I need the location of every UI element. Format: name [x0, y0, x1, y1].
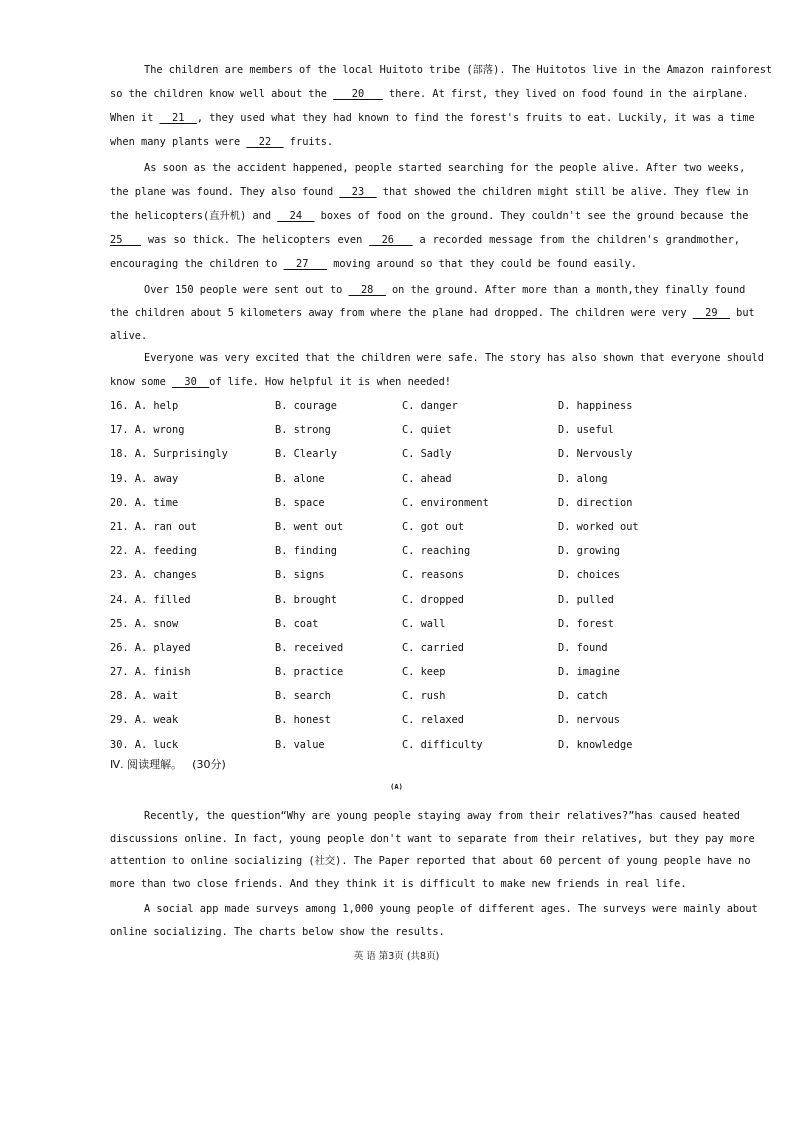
option-b[interactable]: B. signs [275, 569, 325, 582]
text-line: The children are members of the local Huitoto tribe (部落). The Huitotos live in the Amazon rainforest [144, 64, 773, 76]
passage-paragraph-4 [110, 346, 764, 394]
text-line: the helicopters(直升机) and __24__ boxes of food on the ground. They couldn't see the ground because the [110, 210, 749, 222]
option-d[interactable]: D. knowledge [558, 738, 633, 751]
subsection-label: (A) [390, 783, 403, 791]
question-19-options [110, 467, 740, 491]
option-d[interactable]: D. nervous [558, 714, 620, 727]
text-line: attention to online socializing (社交). The Paper reported that about 60 percent of young people have no [110, 855, 751, 867]
option-a[interactable]: 16. A. help [110, 400, 179, 412]
question-23-options [110, 563, 740, 587]
page-footer: 英 语 第3页 (共8页) [353, 951, 440, 962]
option-c[interactable]: C. rush [402, 690, 446, 703]
option-a[interactable]: 26. A. played [110, 641, 191, 654]
text-line: more than two close friends. And they think it is difficult to make new friends in real life. [110, 877, 687, 890]
option-c[interactable]: C. quiet [402, 424, 452, 437]
text-line: Recently, the question“Why are young people staying away from their relatives?”has caused heated [144, 810, 740, 822]
option-b[interactable]: B. finding [275, 545, 337, 558]
reading-paragraph-1 [110, 805, 755, 895]
question-28-options [110, 684, 740, 708]
option-c[interactable]: C. dropped [402, 593, 464, 606]
option-d[interactable]: D. found [558, 641, 608, 654]
option-d[interactable]: D. happiness [558, 400, 633, 412]
option-b[interactable]: B. practice [275, 666, 344, 679]
option-c[interactable]: C. got out [402, 520, 464, 533]
question-16-options [110, 394, 740, 418]
option-b[interactable]: B. went out [275, 520, 344, 533]
option-b[interactable]: B. space [275, 496, 325, 509]
option-a[interactable]: 24. A. filled [110, 593, 191, 606]
blank-25[interactable]: 25___ [110, 234, 141, 246]
option-c[interactable]: C. difficulty [402, 738, 483, 751]
blank-21[interactable]: __21__ [159, 112, 197, 124]
option-d[interactable]: D. worked out [558, 520, 639, 533]
question-24-options [110, 588, 740, 612]
text-line: 25___ was so thick. The helicopters even __26___ a recorded message from the children's grandmother, [110, 234, 740, 246]
option-a[interactable]: 23. A. changes [110, 569, 197, 582]
option-d[interactable]: D. imagine [558, 666, 620, 679]
option-c[interactable]: C. ahead [402, 472, 452, 485]
option-b[interactable]: B. honest [275, 714, 331, 727]
option-c[interactable]: C. danger [402, 400, 458, 412]
text-line: the plane was found. They also found __23__ that showed the children might still be alive. They flew in [110, 186, 749, 198]
option-d[interactable]: D. along [558, 472, 608, 485]
option-d[interactable]: D. useful [558, 424, 614, 437]
option-a[interactable]: 17. A. wrong [110, 424, 185, 437]
question-27-options [110, 660, 740, 684]
option-b[interactable]: B. value [275, 738, 325, 751]
question-20-options [110, 491, 740, 515]
option-a[interactable]: 29. A. weak [110, 714, 179, 727]
answer-options [110, 394, 740, 757]
option-b[interactable]: B. coat [275, 617, 319, 630]
option-c[interactable]: C. Sadly [402, 448, 452, 461]
blank-27[interactable]: __27___ [283, 258, 327, 270]
text-line: alive. [110, 330, 148, 342]
option-a[interactable]: 18. A. Surprisingly [110, 448, 228, 461]
option-a[interactable]: 22. A. feeding [110, 545, 197, 558]
text-line: Over 150 people were sent out to __28__ on the ground. After more than a month,they finally found [144, 284, 746, 296]
question-26-options [110, 636, 740, 660]
text-line: A social app made surveys among 1,000 young people of different ages. The surveys were mainly about [144, 903, 758, 915]
option-d[interactable]: D. direction [558, 496, 633, 509]
option-d[interactable]: D. Nervously [558, 448, 633, 461]
option-a[interactable]: 27. A. finish [110, 666, 191, 679]
option-a[interactable]: 25. A. snow [110, 617, 179, 630]
question-29-options [110, 708, 740, 732]
text-line: know some __30__of life. How helpful it is when needed! [110, 376, 451, 388]
section-heading [110, 756, 226, 772]
option-c[interactable]: C. relaxed [402, 714, 464, 727]
question-25-options [110, 612, 740, 636]
blank-30[interactable]: __30__ [172, 376, 210, 388]
option-c[interactable]: C. keep [402, 666, 446, 679]
option-d[interactable]: D. growing [558, 545, 620, 558]
option-b[interactable]: B. received [275, 641, 344, 654]
passage-paragraph-1 [110, 58, 773, 154]
option-b[interactable]: B. alone [275, 472, 325, 485]
option-a[interactable]: 28. A. wait [110, 690, 179, 703]
blank-24[interactable]: __24__ [277, 210, 315, 222]
question-30-options [110, 733, 740, 757]
option-b[interactable]: B. brought [275, 593, 337, 606]
question-18-options [110, 442, 740, 466]
blank-26[interactable]: __26___ [369, 234, 413, 246]
text-line: encouraging the children to __27___ moving around so that they could be found easily. [110, 258, 637, 270]
option-a[interactable]: 20. A. time [110, 496, 179, 509]
question-17-options [110, 418, 740, 442]
passage-paragraph-3 [110, 278, 755, 348]
option-d[interactable]: D. forest [558, 617, 614, 630]
blank-22[interactable]: __22__ [246, 136, 284, 148]
option-a[interactable]: 19. A. away [110, 472, 179, 485]
option-b[interactable]: B. search [275, 690, 331, 703]
option-b[interactable]: B. courage [275, 400, 337, 412]
text-line: online socializing. The charts below show the results. [110, 926, 445, 938]
blank-20[interactable]: ___20___ [333, 88, 383, 100]
section-title: Ⅳ. 阅读理解。 [110, 758, 183, 771]
passage-paragraph-2 [110, 156, 749, 276]
blank-29[interactable]: __29__ [692, 307, 730, 319]
option-c[interactable]: C. environment [402, 496, 489, 509]
text-line: so the children know well about the ___20___ there. At first, they lived on food found in the airplane. [110, 88, 749, 100]
section-points: (30分) [192, 758, 226, 771]
option-a[interactable]: 30. A. luck [110, 738, 179, 751]
question-21-options [110, 515, 740, 539]
text-line: When it __21__, they used what they had known to find the forest's fruits to eat. Luckily, it was a time [110, 112, 755, 124]
option-c[interactable]: C. reasons [402, 569, 464, 582]
blank-23[interactable]: __23__ [339, 186, 377, 198]
option-a[interactable]: 21. A. ran out [110, 520, 197, 533]
option-c[interactable]: C. wall [402, 617, 446, 630]
option-c[interactable]: C. reaching [402, 545, 471, 558]
question-22-options [110, 539, 740, 563]
option-c[interactable]: C. carried [402, 641, 464, 654]
blank-28[interactable]: __28__ [348, 284, 386, 296]
text-line: when many plants were __22__ fruits. [110, 136, 334, 148]
option-d[interactable]: D. choices [558, 569, 620, 582]
text-line: As soon as the accident happened, people started searching for the people alive. After two weeks, [144, 162, 746, 174]
option-b[interactable]: B. Clearly [275, 448, 337, 461]
reading-paragraph-2 [110, 898, 758, 944]
option-d[interactable]: D. pulled [558, 593, 614, 606]
text-line: Everyone was very excited that the children were safe. The story has also shown that everyone should [144, 352, 764, 364]
option-d[interactable]: D. catch [558, 690, 608, 703]
option-b[interactable]: B. strong [275, 424, 331, 437]
text-line: the children about 5 kilometers away from where the plane had dropped. The children were very __29__ but [110, 307, 755, 319]
text-line: discussions online. In fact, young people don't want to separate from their relatives, but they pay more [110, 832, 755, 845]
